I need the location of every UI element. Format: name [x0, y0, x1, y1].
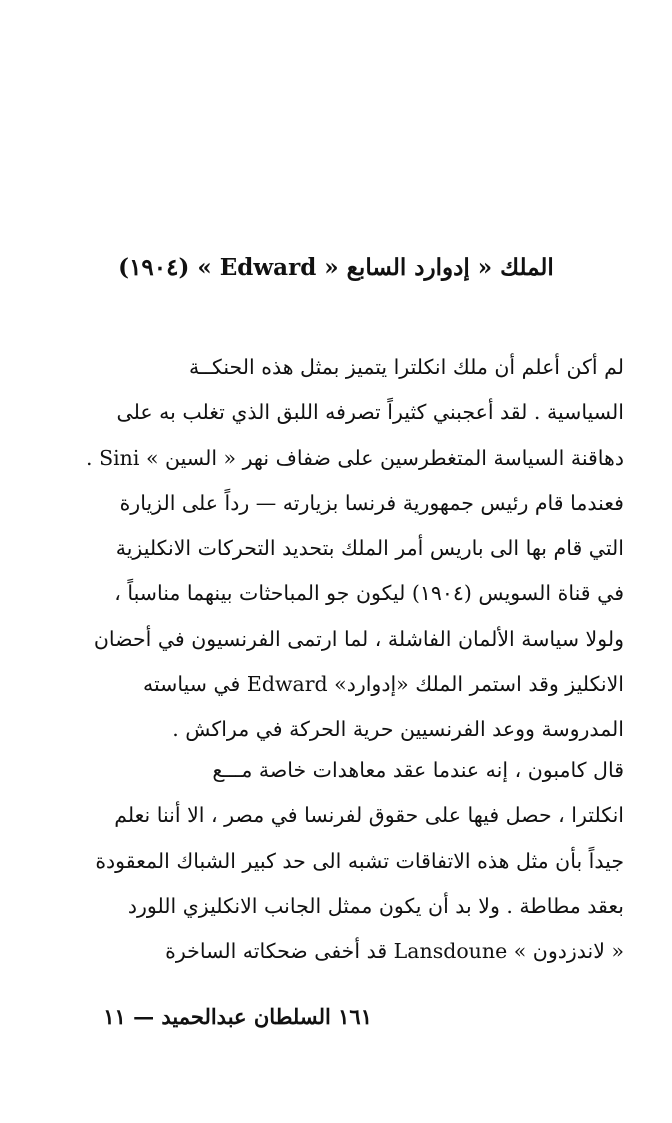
text-line: جيداً بأن مثل هذه الاتفاقات تشبه الى حد كبير الشباك المعقودة — [95, 848, 624, 873]
text-line: انكلترا ، حصل فيها على حقوق لفرنسا في مصر ، الا أننا نعلم — [114, 803, 624, 828]
text-line: فعندما قام رئيس جمهورية فرنسا بزيارته — رداً على الزيارة — [119, 490, 624, 515]
paragraph-2 — [44, 748, 624, 974]
text-line: قال كامبون ، إنه عندما عقد معاهدات خاصة مـــع — [212, 758, 624, 782]
text-line: بعقد مطاطة . ولا بد أن يكون ممثل الجانب الانكليزي اللورد — [127, 893, 624, 918]
text-line: « لاندزدون » Lansdoune قد أخفى ضحكاته الساخرة — [165, 939, 624, 964]
page-footer: ١٦١ السلطان عبدالحميد — ١١ — [103, 1004, 372, 1029]
text-line: السياسية . لقد أعجبني كثيراً تصرفه اللبق الذي تغلب به على — [116, 400, 624, 425]
text-line: المدروسة ووعد الفرنسيين حرية الحركة في مراكش . — [172, 717, 624, 742]
text-line: دهاقنة السياسة المتغطرسين على ضفاف نهر « السين » Sini . — [86, 445, 624, 470]
paragraph-1 — [44, 345, 624, 753]
text-line: التي قام بها الى باريس أمر الملك بتحديد التحركات الانكليزية — [115, 536, 624, 561]
text-line: لم أكن أعلم أن ملك انكلترا يتميز بمثل هذه الحنكــة — [189, 355, 624, 379]
section-heading: الملك « إدوارد السابع « Edward » (١٩٠٤) — [118, 254, 554, 281]
text-line: في قناة السويس (١٩٠٤) ليكون جو المباحثات بينهما مناسباً ، — [114, 581, 624, 606]
text-line: الانكليز وقد استمر الملك «إدوارد» Edward في سياسته — [142, 672, 624, 697]
text-line: ولولا سياسة الألمان الفاشلة ، لما ارتمى الفرنسيون في أحضان — [93, 626, 624, 651]
